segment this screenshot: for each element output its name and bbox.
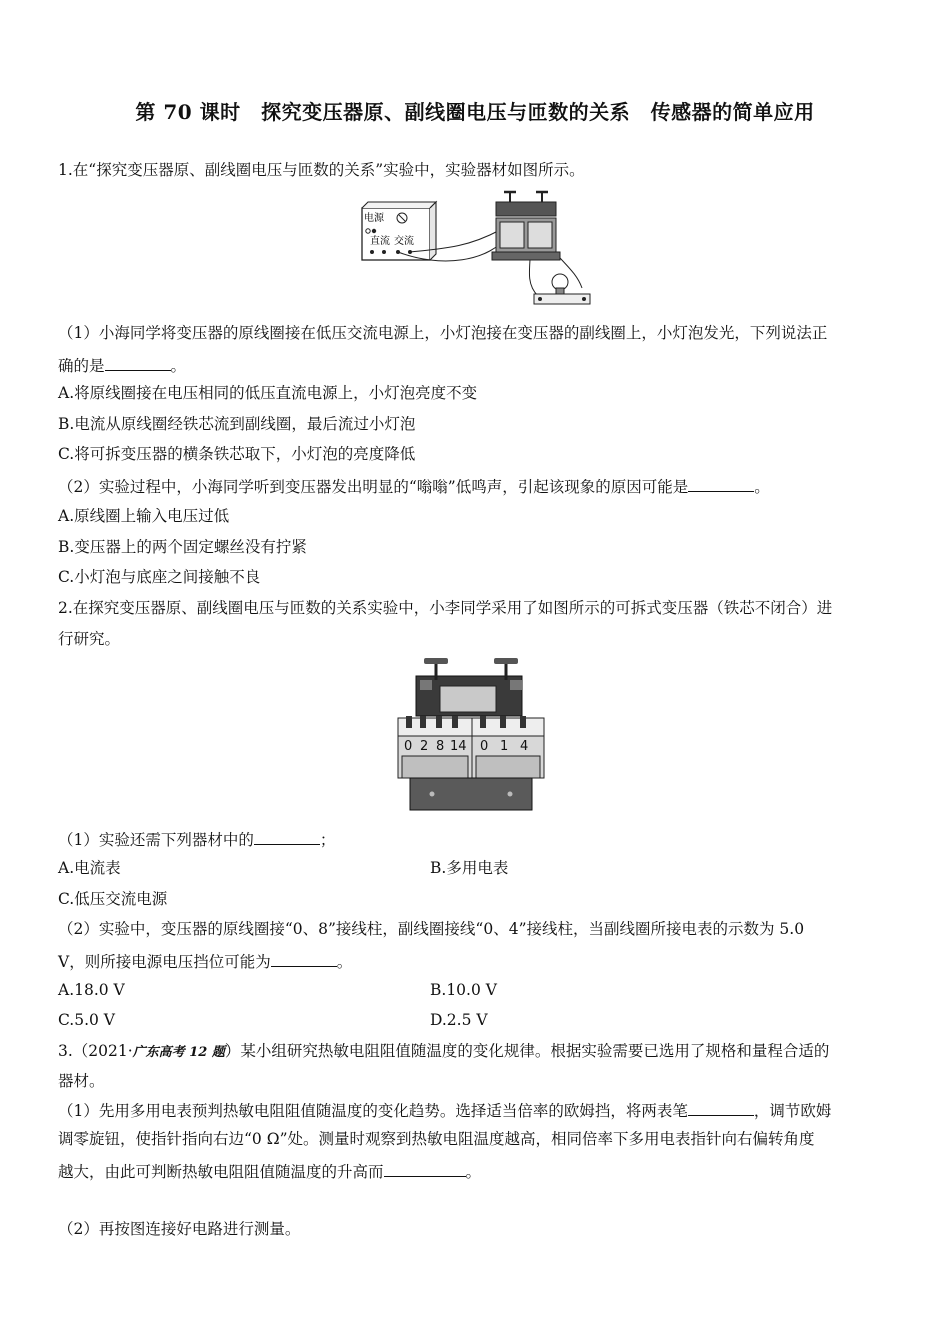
q3-part1-line1: （1）先用多用电表预判热敏电阻阻值随温度的变化趋势。选择适当倍率的欧姆挡，将两表笔 ，调节欧姆 — [58, 1099, 893, 1121]
q1-part2-line: （2）实验过程中，小海同学听到变压器发出明显的“嗡嗡”低鸣声，引起该现象的原因可能是 。 — [58, 475, 893, 497]
q2-transformer-figure — [392, 656, 550, 812]
q2-part1-answer-blank[interactable] — [254, 828, 320, 845]
ac-label: 交流 — [394, 236, 414, 247]
q3-part2-line: （2）再按图连接好电路进行测量。 — [58, 1220, 301, 1238]
q2-part2-option-a[interactable]: A.18.0 V — [58, 981, 125, 999]
q1-part1-line2: 确的是 。 — [58, 354, 893, 376]
q2-part2-answer-blank[interactable] — [271, 950, 337, 967]
q1-part1-option-a[interactable]: A.将原线圈接在电压相同的低压直流电源上，小灯泡亮度不变 — [58, 384, 478, 402]
q2-part2-line2: V，则所接电源电压挡位可能为 。 — [58, 950, 893, 972]
q1-part1-answer-blank[interactable] — [105, 354, 171, 371]
q3-part1-line3: 越大，由此可判断热敏电阻阻值随温度的升高而 。 — [58, 1160, 893, 1182]
terminal-label: 8 — [436, 739, 445, 754]
terminal-label: 0 — [404, 739, 413, 754]
dc-label: 直流 — [370, 236, 390, 247]
q3-part1-answer-blank-2[interactable] — [384, 1160, 466, 1177]
q3-part1-answer-blank-1[interactable] — [688, 1099, 754, 1116]
q1-part2-option-b[interactable]: B.变压器上的两个固定螺丝没有拧紧 — [58, 538, 307, 556]
q1-part1-option-b[interactable]: B.电流从原线圈经铁芯流到副线圈，最后流过小灯泡 — [58, 415, 416, 433]
q2-stem-line1: 2.在探究变压器原、副线圈电压与匝数的关系实验中，小李同学采用了如图所示的可拆式变压器（铁芯不闭合）进 — [58, 599, 833, 617]
q3-stem-line1: 3.（2021·广东高考 12 题）某小组研究热敏电阻阻值随温度的变化规律。根据实验需要已选用了规格和量程合适的 — [58, 1042, 830, 1060]
q2-part2-line1: （2）实验中，变压器的原线圈接“0、8”接线柱，副线圈接线“0、4”接线柱，当副线圈所接电表的示数为 5.0 — [58, 920, 805, 938]
q3-source: 广东高考 12 题 — [132, 1045, 225, 1060]
q1-part1-line1: （1）小海同学将变压器的原线圈接在低压交流电源上，小灯泡接在变压器的副线圈上，小灯泡发光，下列说法正 — [58, 324, 828, 342]
page-title: 第 70 课时 探究变压器原、副线圈电压与匝数的关系 传感器的简单应用 — [135, 100, 815, 124]
terminal-label: 14 — [450, 739, 467, 754]
q2-part2-option-c[interactable]: C.5.0 V — [58, 1011, 116, 1029]
q2-part1-option-b[interactable]: B.多用电表 — [430, 859, 509, 877]
q2-part1-option-c[interactable]: C.低压交流电源 — [58, 890, 168, 908]
q2-part2-option-d[interactable]: D.2.5 V — [430, 1011, 488, 1029]
terminal-label: 2 — [420, 739, 429, 754]
q2-part1-option-a[interactable]: A.电流表 — [58, 859, 121, 877]
q1-stem: 1.在“探究变压器原、副线圈电压与匝数的关系”实验中，实验器材如图所示。 — [58, 161, 585, 179]
q2-part2-option-b[interactable]: B.10.0 V — [430, 981, 497, 999]
terminal-label: 4 — [520, 739, 529, 754]
q3-part1-line2: 调零旋钮，使指针指向右边“0 Ω”处。测量时观察到热敏电阻温度越高，相同倍率下多用电表指针向右偏转角度 — [58, 1130, 815, 1148]
power-label: 电源 — [364, 213, 384, 224]
q1-part2-option-a[interactable]: A.原线圈上输入电压过低 — [58, 507, 230, 525]
q1-apparatus-figure — [360, 188, 610, 310]
q1-part2-option-c[interactable]: C.小灯泡与底座之间接触不良 — [58, 568, 261, 586]
q2-stem-line2: 行研究。 — [58, 630, 121, 648]
terminal-label: 1 — [500, 739, 509, 754]
q3-stem-line2: 器材。 — [58, 1072, 105, 1090]
q2-part1-line: （1）实验还需下列器材中的 ； — [58, 828, 893, 850]
q1-part1-option-c[interactable]: C.将可拆变压器的横条铁芯取下，小灯泡的亮度降低 — [58, 445, 416, 463]
terminal-label: 0 — [480, 739, 489, 754]
q1-part2-answer-blank[interactable] — [688, 475, 754, 492]
